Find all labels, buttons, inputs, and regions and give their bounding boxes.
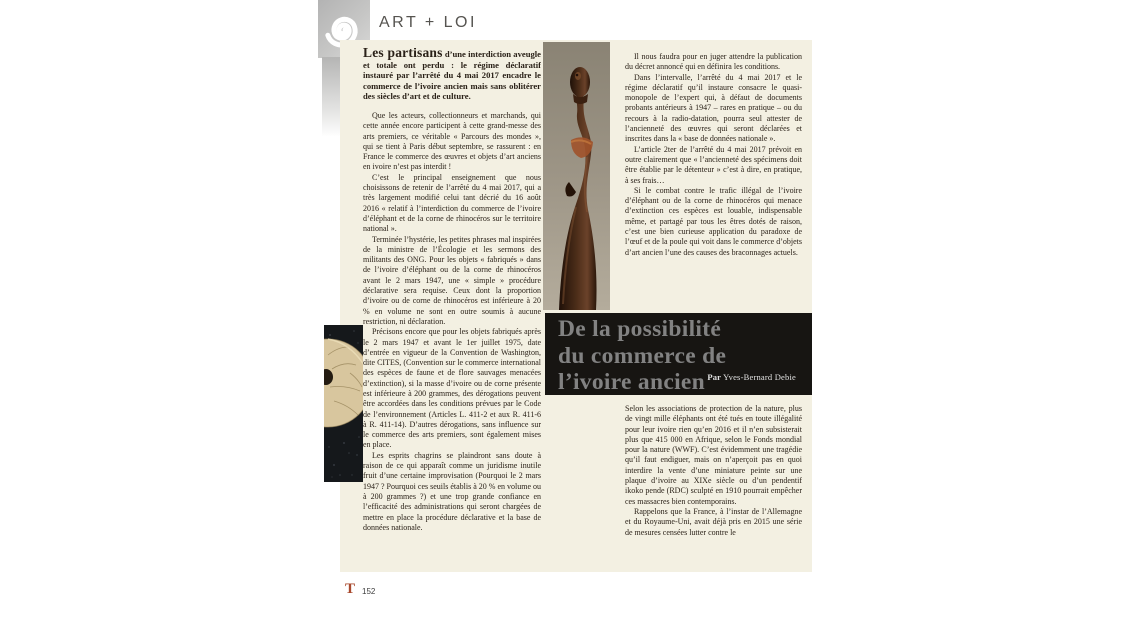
article-paragraph: L’article 2ter de l’arrêté du 4 mai 2017 prévoit en outre clairement que « l’ancienneté des spécimens doit être établie par le détenteur » c’est à dire, en pratique, à ses frais… bbox=[625, 144, 802, 185]
carved-figure-illustration bbox=[543, 42, 610, 310]
article-paragraph: Si le combat contre le trafic illégal de l’ivoire d’éléphant ou de la corne de rhinocéros qui menace d’extinction ces espèces est louable, indispensable même, et partagé par tous les êtres dotés de raison, c’est une bien curieuse application du paradoxe de l’œuf et de la poule qui voit dans le commerce d’objets d’art ancien l’une des causes des braconnages actuels. bbox=[625, 185, 802, 257]
byline-prefix: Par bbox=[707, 372, 722, 382]
article-title bbox=[558, 316, 726, 396]
ivory-sphere-illustration bbox=[324, 325, 363, 482]
page-number: 152 bbox=[362, 587, 376, 596]
article-paragraph: Selon les associations de protection de la nature, plus de vingt mille éléphants ont été tués en toute illégalité pour leur ivoire rien qu’en 2016 et il n’en subsisterait plus que 415 000 en Afrique, selon le Fonds mondial pour la nature (WWF). C’est évidemment une tragédie qu’il faut endiguer, mais on n’aperçoit pas en quoi interdire la vente d’une miniature peinte sur une plaque d’ivoire au XIXe siècle ou d’un pendentif ikoko pende (RDC) sculpté en 1910 pourrait empêcher ces massacres bien contemporains. bbox=[625, 404, 802, 506]
lead-start: Les partisans bbox=[363, 48, 443, 60]
lead-paragraph bbox=[363, 48, 541, 102]
carved-figure-photo bbox=[543, 42, 610, 310]
right-text-column-bottom bbox=[625, 404, 802, 568]
article-paragraph: Dans l’intervalle, l’arrêté du 4 mai 2017 et le régime déclaratif qu’il instaure consacre le quasi-monopole de l’expert qui, à défaut de documents probants antérieurs à 1947 – rares en pratique – ou du recours à la radio-datation, pourra seul attester de l’ancienneté des œuvres qui seront déclarées et inscrites dans la « base de données nationale ». bbox=[625, 72, 802, 144]
article-paragraph: C’est le principal enseignement que nous choisissons de retenir de l’arrêté du 4 mai 2017, qui a très largement modifié celui tant décrié du 16 août 2016 « relatif à l’interdiction du commerce de l’ivoire d’éléphant et de la corne de rhinocéros sur le territoire national ». bbox=[363, 172, 541, 234]
article-title-block bbox=[545, 313, 812, 395]
article-paragraph: Terminée l’hystérie, les petites phrases mal inspirées de la ministre de l’Écologie et les sermons des militants des ONG. Pour les objets « fabriqués » dans de l’ivoire d’éléphant ou de la corne de rhinocéros avant le 2 mars 1947, une « simple » procédure déclarative sera requise. Ceux dont la proportion d’ivoire ou de corne de rhinocéros est inférieure à 20 % en volume ne sont en outre soumis à aucune restriction, ni déclaration. bbox=[363, 234, 541, 326]
lead-rest: d’une interdiction aveugle et totale ont perdu : le régime déclaratif instauré par l’arrêté du 4 mai 2017 encadre le commerce de l’ivoire ancien mais sans oblitérer des siècles d’art et de culture. bbox=[363, 49, 541, 102]
byline bbox=[707, 372, 796, 382]
article-paragraph: Rappelons que la France, à l’instar de l’Allemagne et du Royaume-Uni, avait déjà pris en 2015 une série de mesures censées lutter contre le bbox=[625, 506, 802, 537]
section-label: ART + LOI bbox=[379, 14, 477, 31]
left-text-column bbox=[363, 48, 541, 548]
article-paragraph: Il nous faudra pour en juger attendre la publication du décret annoncé qui en définira les conditions. bbox=[625, 52, 802, 72]
right-text-column-top bbox=[625, 52, 802, 306]
tribal-t-logo: T bbox=[345, 581, 356, 597]
title-line: du commerce de bbox=[558, 342, 727, 369]
byline-author: Yves-Bernard Debie bbox=[721, 372, 796, 382]
ivory-sphere-photo bbox=[324, 325, 363, 482]
title-line: l’ivoire ancien bbox=[558, 369, 706, 395]
decorative-gradient-strip bbox=[322, 57, 341, 137]
title-line: De la possibilité bbox=[558, 316, 722, 342]
article-paragraph: Précisons encore que pour les objets fabriqués après le 2 mars 1947 et avant le 1er juillet 1975, date d’entrée en vigueur de la Convention de Washington, dite CITES, (Convention sur le commerce international des espèces de faune et de flore sauvages menacées d’extinction), si la masse d’ivoire ou de corne présente est inférieure à 200 grammes, des dérogations peuvent être accordées dans les conditions prévues par le Code de l’environnement (Articles L. 411-2 et aux R. 411-6 à R. 411-14). D’autres dérogations, sans influence sur le commerce des arts premiers, sont également mises en place. bbox=[363, 327, 541, 450]
article-paragraph: Les esprits chagrins se plaindront sans doute à raison de ce qui apparaît comme un juridisme inutile fruit d’une certaine improvisation (Pourquoi le 2 mars 1947 ? Pourquoi ces seuils établis à 20 % en volume ou à 200 grammes ?) et une trop grande confiance en l’efficacité des administrations qui seront chargées de mettre en place la procédure déclarative et la base de données nationale. bbox=[363, 450, 541, 532]
article-paragraph: Que les acteurs, collectionneurs et marchands, qui cette année encore participent à cette grand-messe des arts premiers, ce véritable « Parcours des mondes », qui se tient à Paris début septembre, se rassurent : en France le commerce des œuvres et objets d’art anciens en ivoire n’est pas interdit ! bbox=[363, 110, 541, 172]
